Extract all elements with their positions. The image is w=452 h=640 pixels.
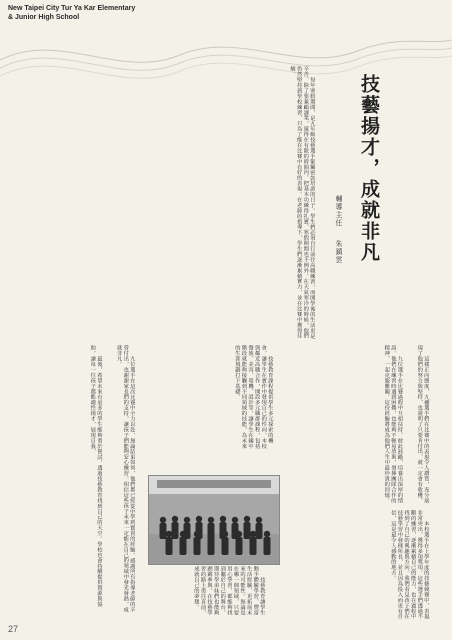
author-name: 朱鎮雲: [335, 240, 343, 265]
paragraph-text: 這樣正向態度，九樓選手們在比賽中的表現令人讚賞，充分展現了他們的努力與堅持，也證明了只要肯付出，就一定會有收穫。: [416, 345, 429, 504]
article-paragraph: [160, 345, 286, 453]
article-paragraph: [292, 345, 442, 505]
group-photo-image: [149, 476, 279, 564]
paragraph-text: 技藝教育課程提供學生多元探索的機會，讓學生在實作中發現自己的性向。本校與鄰近高職合作，開設多元職群課程，包括餐旅、美容、電機、設計等，讓學生在國中階段就能夠接觸到不同領域的技能，為未來的生涯規劃打下基礎。: [233, 345, 273, 449]
group-photo: [148, 475, 280, 565]
article-paragraph: [12, 345, 148, 615]
school-name-line-2: & Junior High School: [8, 14, 80, 21]
author-role: 輔導主任: [335, 195, 343, 227]
paragraph-text: 最後，希望未來有更多的學生能夠勇於嘗試，透過技藝教育找到自己的天空。學校也會持續提供資源與協助，讓每一位孩子都能適性揚才，展現自我。: [89, 345, 102, 607]
article-title: 技藝揚才，成就非凡: [358, 74, 380, 263]
school-name-line-1: New Taipei City Tur Ya Kar Elementary: [8, 5, 136, 12]
paragraph-text: 每年寒假期間，是九年級技藝選手緊鑼密鼓培訓的日子。學生們必須自行前往高職練習，而開學後的生活更是辛苦，除了要兼顧課業，還得在有限的時間內，把基本功練得扎實，寒假期間也不例外。在天氣寒冷的時候，他們仍然堅持到學校練習，只為了能在比賽中有好的表現。在老師的指導下，學生們逐漸累積實力，並在比賽中獲得佳績。: [289, 66, 315, 339]
author-byline: [334, 185, 344, 335]
paragraph-text: 九位選手在比賽過程中互相扶持、彼此鼓勵，培養出深厚的情誼。他們在練習時遇到困難，也能夠不輕易放棄，發揮團隊合作的精神，一起克服難關。這份經驗將成為他們人生中最珍貴的回憶。: [383, 345, 403, 504]
paragraph-text: 本校選手在上學年度的技藝競賽中，表現非常突出，獲得多項獎項。這些選手們透過不斷的練習，逐漸累積自己的能力，也在過程中找到了自己的興趣與方向。我們看見孩子們在技藝學習中發揮所長，並且因為投入而更有自信，這是最令人感動的地方。: [389, 510, 429, 619]
decorative-wave-pattern: [0, 20, 452, 90]
article-paragraph: [148, 566, 278, 618]
page-number: 27: [8, 624, 19, 634]
article-paragraph: [228, 66, 328, 342]
paragraph-text: 九位選手在這次比賽中全力以赴，無論結果如何，他們都已經從中學到寶貴的經驗。感謝所有指導老師的辛勞付出，也謝謝家長們的支持，讓孩子們能夠安心練習。相信這些孩子未來一定能在自己的領域中發光發熱，成就非凡。: [115, 345, 135, 613]
paragraph-text: 技藝教育讓學生動手體驗學習，豐富生活經驗，更拓展未來的可能性。無論是在哪一個領域，只要用心學習，都能夠找到屬於自己的舞台。期待學弟妹們也能夠踴躍參與，在技藝學習的路上勇往直前，成就自己的夢想。: [192, 566, 265, 616]
article-paragraph: [292, 510, 442, 620]
